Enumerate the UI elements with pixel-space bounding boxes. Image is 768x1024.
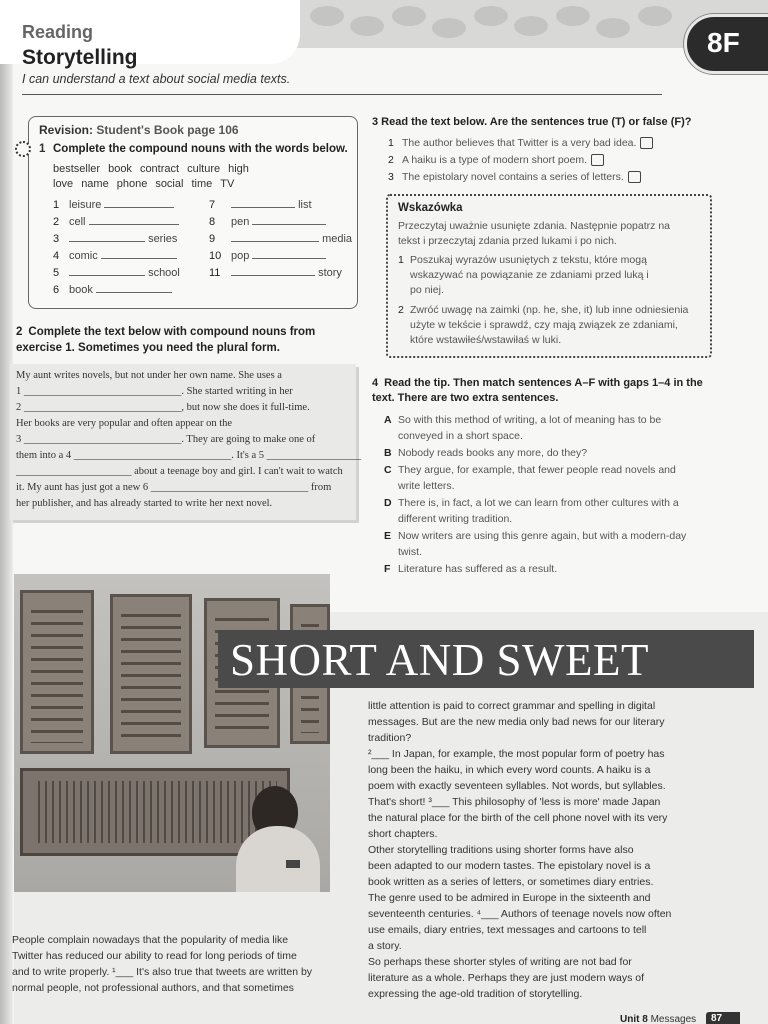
article-line: expressing the age-old tradition of storytelling. [368,988,583,1000]
text-line: 1 ______________________________. She started writing in her [16,386,293,397]
exercise-2-heading: 2 Complete the text below with compound nouns from exercise 1. Sometimes you need the plural form. [16,326,316,354]
page-number-tab [706,1012,740,1024]
lesson-badge-text: 8F [707,27,740,58]
answer-blank[interactable] [69,232,145,242]
compound-item-1: 1 leisure [53,198,174,211]
text-line: ______________________ about a teenage boy and girl. I can't wait to watch [16,466,343,477]
answer-checkbox[interactable] [640,137,653,149]
revision-title: Revision: Student's Book page 106 [39,123,239,137]
article-line: tradition? [368,732,412,744]
tip-line: użyte w tekście i sprawdź, czy mają związek ze zdaniami, [410,319,678,331]
article-line: The genre used to be admired in Europe in the sixteenth and [368,892,651,904]
article-line: People complain nowadays that the popularity of media like [12,934,289,946]
article-line: long been the haiku, in which every word counts. A haiku is a [368,764,651,776]
exercise-3-instruction: 3 Read the text below. Are the sentences true (T) or false (F)? [372,116,692,128]
compound-item-5: 5 school [53,267,180,279]
compound-item-8: 8 pen [209,215,326,228]
compound-item-7: 7 list [209,199,312,211]
text-line: My aunt writes novels, but not under her own name. She uses a [16,370,282,381]
true-false-item-3: 3 The epistolary novel contains a series of letters. [388,171,641,183]
compound-item-3: 3 series [53,233,178,245]
option-e: E Now writers are using this genre again, but with a modern-day [384,530,687,542]
article-line: normal people, not professional authors, and that sometimes [12,982,294,994]
compound-item-11: 11 story [209,267,342,279]
word-bank-row-1: bestseller book contract culture high [53,163,249,175]
text-line: it. My aunt has just got a new 6 ______________________________ from [16,482,332,493]
answer-blank[interactable] [231,266,315,276]
text-line: them into a 4 ______________________________. It's a 5 __________________ [16,450,362,461]
tip-line: po niej. [410,284,444,296]
option-line: write letters. [398,480,455,492]
true-false-item-1: 1 The author believes that Twitter is a very bad idea. [388,137,653,149]
article-line: book written as a series of letters, or sometimes diary entries. [368,876,654,888]
article-line: seventeenth centuries. ⁴___ Authors of teenage novels now often [368,908,672,920]
exercise-1-instruction: Complete the compound nouns with the words below. [53,143,348,155]
tip-line: które wstawiłeś/wstawiłaś w luki. [410,334,562,346]
option-line: twist. [398,546,422,558]
article-line: literature as a whole. Perhaps they are just modern ways of [368,972,645,984]
option-c: C They argue, for example, that fewer people read novels and [384,464,676,476]
word-bank-row-2: love name phone social time TV [53,178,235,190]
article-line: Twitter has reduced our ability to read for long periods of time [12,950,297,962]
article-line: So perhaps these shorter styles of writing are not bad for [368,956,632,968]
answer-blank[interactable] [89,215,179,225]
option-a: A So with this method of writing, a lot of meaning has to be [384,414,662,426]
answer-blank[interactable] [252,215,326,225]
text-line: 2 ______________________________, but now she does it full-time. [16,402,310,413]
compound-item-9: 9 media [209,233,353,245]
article-line: little attention is paid to correct grammar and spelling in digital [368,700,656,712]
compound-item-6: 6 book [53,283,172,296]
compound-item-2: 2 cell [53,215,179,228]
person-figure [236,826,320,892]
answer-checkbox[interactable] [628,171,641,183]
text-line: 3 ______________________________. They are going to make one of [16,434,316,445]
option-b: B Nobody reads books any more, do they? [384,447,588,459]
article-line: been adapted to our modern tastes. The epistolary novel is a [368,860,651,872]
article-line: Other storytelling traditions using shorter forms have also [368,844,634,856]
answer-blank[interactable] [96,283,172,293]
tip-box [386,194,712,358]
section-label: Reading [22,22,94,42]
option-line: different writing tradition. [398,513,513,525]
text-line: Her books are very popular and often appear on the [16,418,233,429]
tip-title: Wskazówka [398,202,463,214]
answer-blank[interactable] [69,266,145,276]
exercise-1-number: 1 [39,143,46,155]
article-line: a story. [368,940,402,952]
tip-point-1: 1 Poszukaj wyrazów usuniętych z tekstu, które mogą [398,254,647,266]
compound-item-4: 4 comic [53,249,177,262]
calligraphy-panel [110,594,192,754]
answer-blank[interactable] [252,249,326,259]
article-line: messages. But are the new media only bad news for our literary [368,716,665,728]
article-line: short chapters. [368,828,438,840]
article-title-bar [218,630,754,688]
phone-icon [286,860,300,868]
article-line: the natural place for the birth of the cell phone novel with its very [368,812,668,824]
lesson-objective: I can understand a text about social media texts. [22,72,291,86]
exercise-2-text-box [10,364,362,520]
answer-blank[interactable] [104,198,174,208]
answer-blank[interactable] [101,249,177,259]
true-false-item-2: 2 A haiku is a type of modern short poem. [388,154,604,166]
answer-checkbox[interactable] [591,154,604,166]
article-line: and to write properly. ¹___ It's also true that tweets are written by [12,966,313,978]
footer-unit: Unit 8 Messages [620,1014,697,1024]
lesson-badge [684,14,768,74]
tip-line: Przeczytaj uważnie usunięte zdania. Następnie popatrz na [398,220,670,232]
dotted-circle-icon [15,141,31,157]
compound-item-10: 10 pop [209,249,326,262]
page-number: 87 [711,1013,723,1024]
tip-point-2: 2 Zwróć uwagę na zaimki (np. he, she, it) lub inne odniesienia [398,304,689,316]
article-title: SHORT AND SWEET [230,635,649,685]
answer-blank[interactable] [231,232,319,242]
option-d: D There is, in fact, a lot we can learn from other cultures with a [384,497,679,509]
option-f: F Literature has suffered as a result. [384,563,558,575]
exercise-4-heading: 4 Read the tip. Then match sentences A–F with gaps 1–4 in the text. There are two extra sentences. [372,377,703,404]
article-line: ²___ In Japan, for example, the most popular form of poetry has [368,748,665,760]
text-line: her publisher, and has already started to write her next novel. [16,498,273,509]
article-line: That's short! ³___ This philosophy of 'less is more' made Japan [368,796,661,808]
header-divider [22,94,662,95]
lesson-title: Storytelling [22,46,138,69]
calligraphy-panel [20,590,94,754]
article-line: poem with exactly seventeen syllables. Not words, but syllables. [368,780,666,792]
revision-box [28,116,358,309]
option-line: conveyed in a short space. [398,430,523,442]
article-line: use emails, diary entries, text messages and cartoons to tell [368,924,647,936]
tip-line: wskazywać na powiązanie ze zdaniami przed luką i [410,269,649,281]
answer-blank[interactable] [231,198,295,208]
tip-line: tekst i przeczytaj zdania przed lukami i po nich. [398,235,617,247]
